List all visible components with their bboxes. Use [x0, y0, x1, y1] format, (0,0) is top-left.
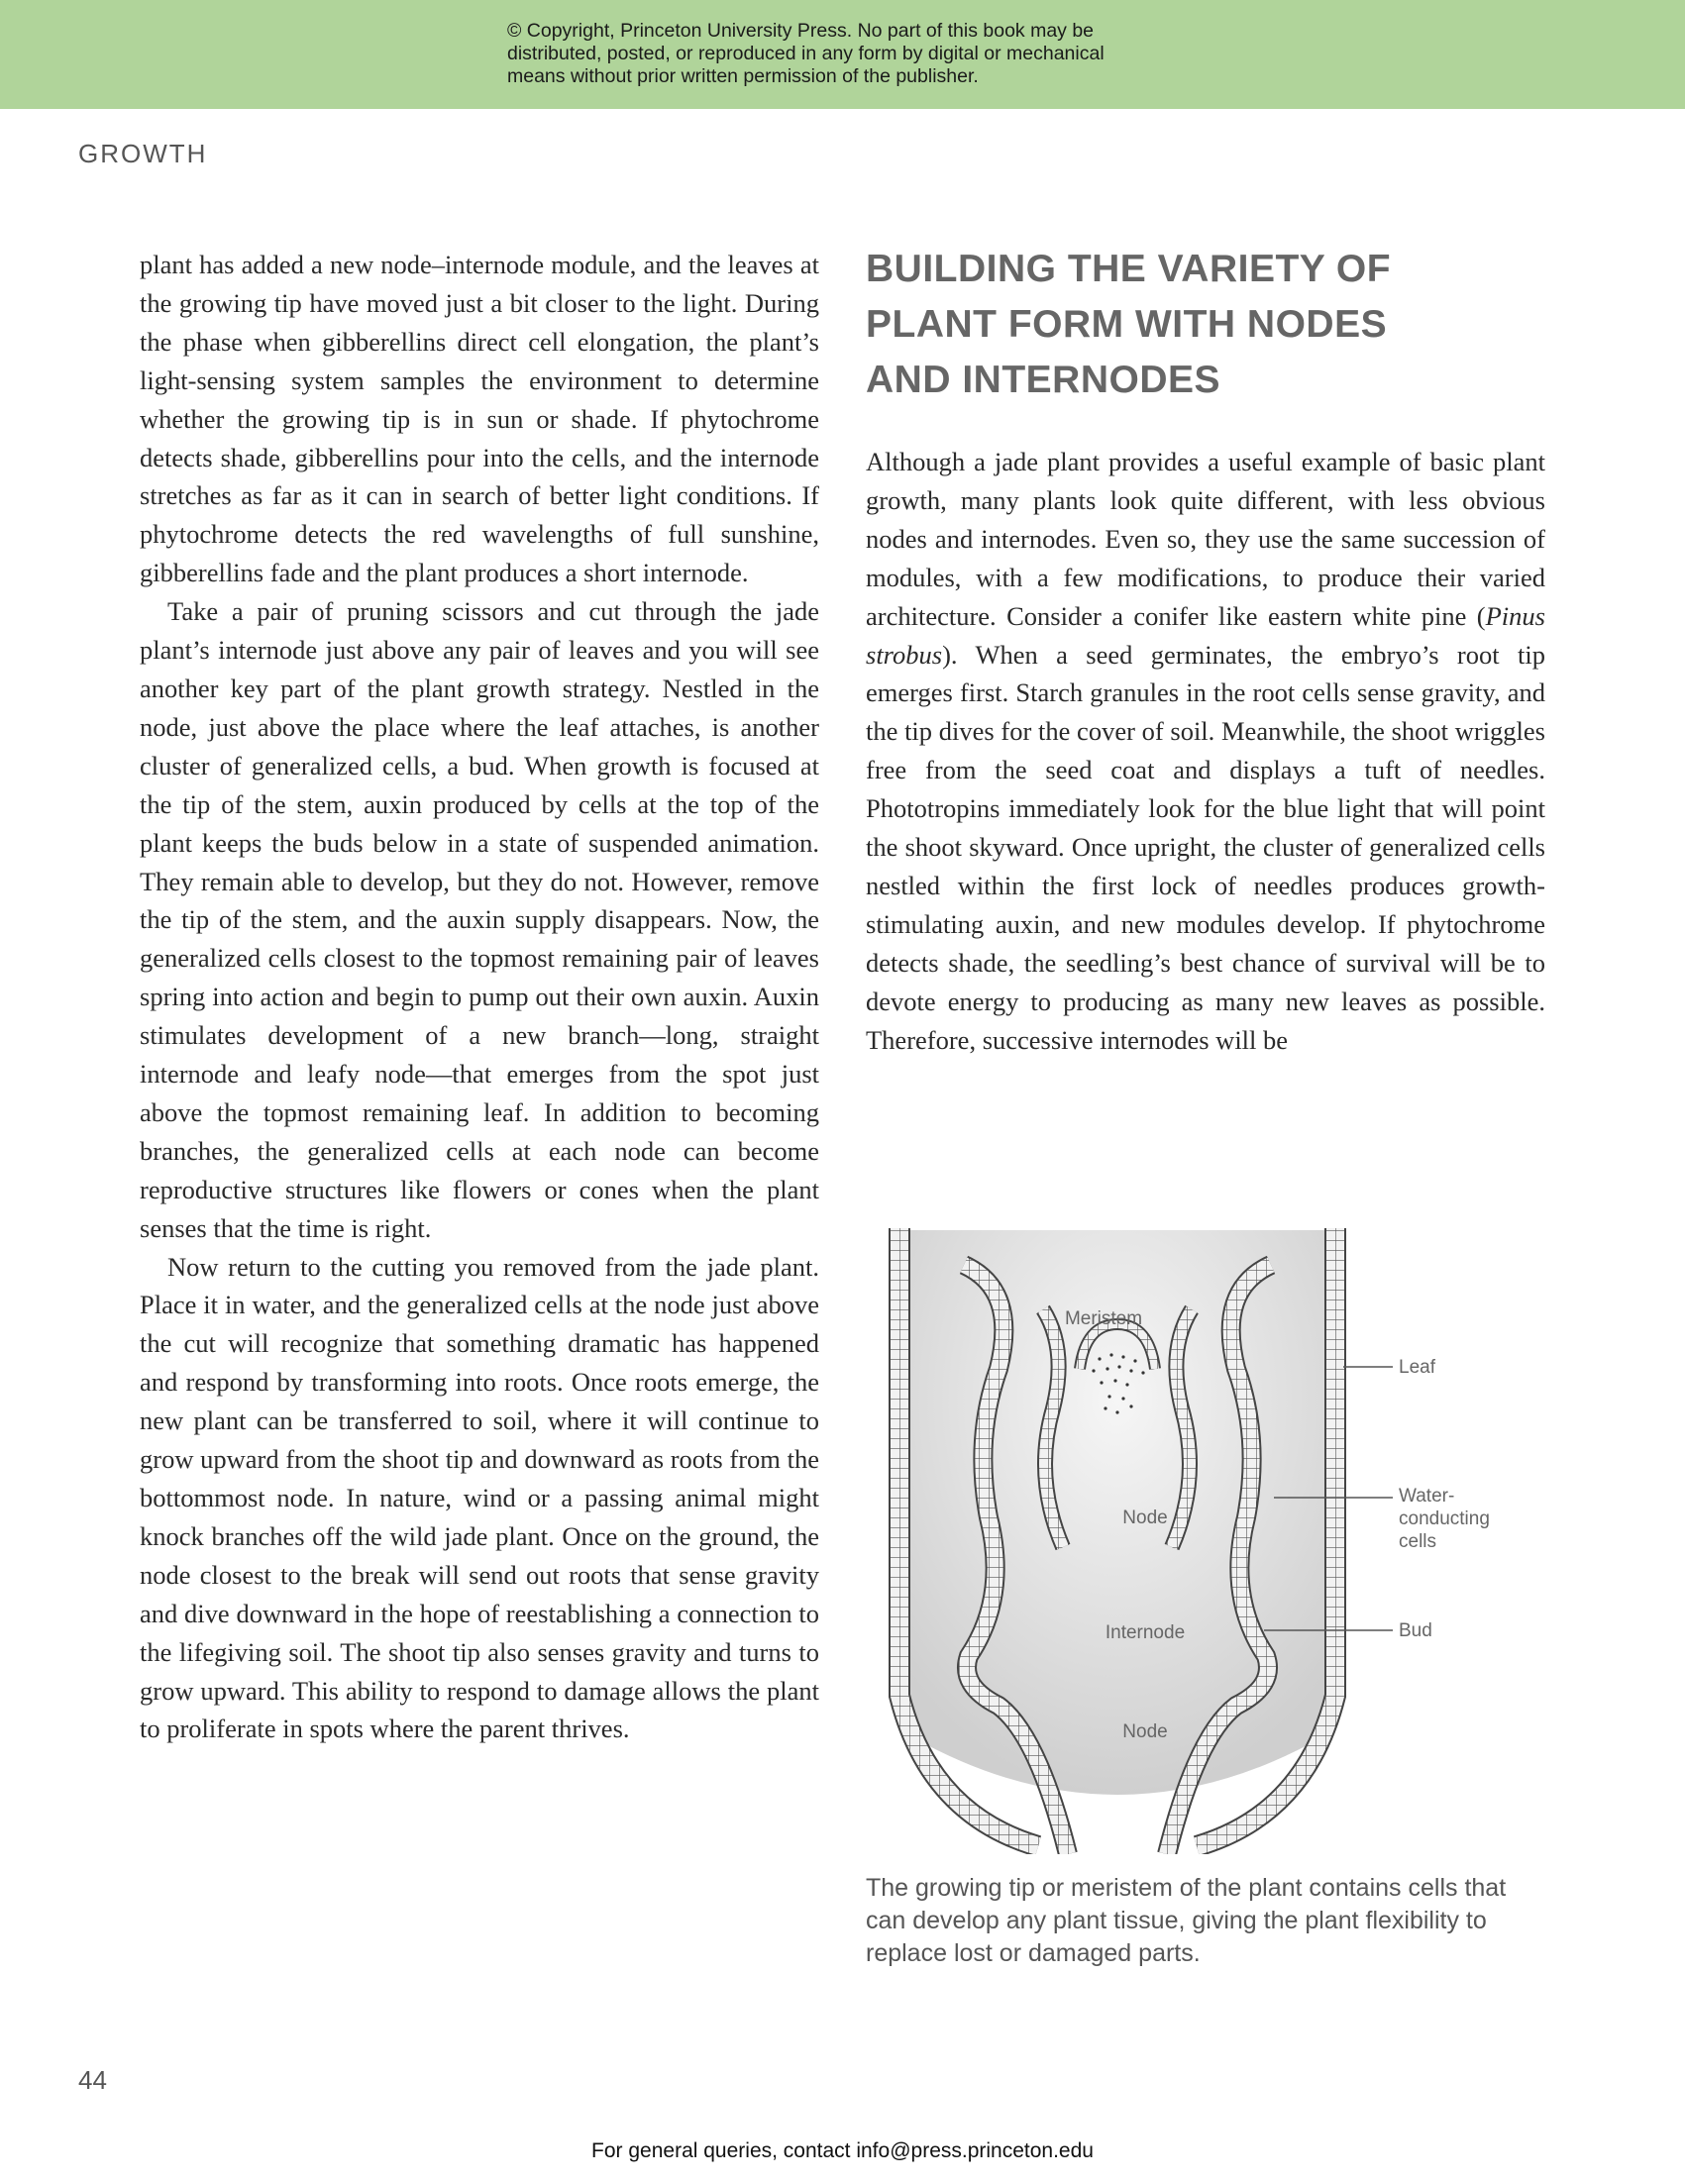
page-number: 44 — [78, 2065, 107, 2095]
heading-line: BUILDING THE VARIETY OF — [866, 248, 1392, 290]
paragraph: plant has added a new node–internode module, and the leaves at the growing tip have moved just a bit closer to the light. During the phase when gibberellins direct cell elongation, the plant’s light-sensing system samples the environment to determine whether the growing tip is in sun or shade. If phytochrome detects shade, gibberellins pour into the cells, and the internode stretches as far as it can in search of better light conditions. If phytochrome detects the red wavelengths of full sunshine, gibberellins fade and the plant produces a short internode. — [140, 250, 819, 588]
section-heading — [866, 242, 1559, 408]
paragraph: Take a pair of pruning scissors and cut through the jade plant’s internode just above any pair of leaves and you will see another key part of the plant growth strategy. Nestled in the node, just above the place where the leaf attaches, is another cluster of generalized cells, a bud. When growth is focused at the tip of the stem, auxin produced by cells at the top of the plant keeps the buds below in a state of suspended animation. They remain able to develop, but they do not. However, remove the tip of the stem, and the auxin supply disappears. Now, the generalized cells closest to the topmost remaining pair of leaves spring into action and begin to pump out their own auxin. Auxin stimulates development of a new branch—long, straight internode and leafy node—that emerges from the spot just above the topmost remaining leaf. In addition to becoming branches, the generalized cells at each node can become reproductive structures like flowers or cones when the plant senses that the time is right. — [140, 596, 819, 1243]
running-head: GROWTH — [78, 139, 208, 168]
label-water-conducting-1: Water- — [1399, 1486, 1455, 1507]
copyright-notice — [507, 20, 1260, 88]
label-internode: Internode — [1105, 1622, 1186, 1643]
heading-line: PLANT FORM WITH NODES — [866, 303, 1388, 346]
paragraph: Now return to the cutting you removed from the jade plant. Place it in water, and the generalized cells at the node just above the cut will recognize that something dramatic has happened and respond by transforming into roots. Once roots emerge, the new plant can be transferred to soil, where it will continue to grow upward from the shoot tip and downward as roots from the bottommost node. In nature, wind or a passing animal might knock branches off the wild jade plant. Once on the ground, the node closest to the break will send out roots that sense gravity and dive downward in the hope of reestablishing a connection to the lifegiving soil. The shoot tip also senses gravity and turns to grow upward. This ability to respond to damage allows the plant to proliferate in spots where the parent thrives. — [140, 1251, 819, 1744]
meristem-illustration — [870, 1220, 1563, 1854]
footer-contact: For general queries, contact info@press.princeton.edu — [591, 2139, 1094, 2162]
right-column — [866, 443, 1545, 1060]
label-node-lower: Node — [1122, 1721, 1168, 1742]
heading-line: AND INTERNODES — [866, 359, 1221, 401]
label-water-conducting-3: cells — [1399, 1531, 1437, 1552]
copyright-line: distributed, posted, or reproduced in any form by digital or mechanical — [507, 43, 1105, 64]
copyright-line: © Copyright, Princeton University Press. No part of this book may be — [507, 20, 1095, 42]
paragraph — [866, 443, 1545, 1060]
label-meristem: Meristem — [1064, 1308, 1143, 1329]
meristem-diagram — [870, 1220, 1563, 1854]
paragraph-text: Although a jade plant provides a useful example of basic plant growth, many plants look quite different, with less obvious nodes and internodes. Even so, they use the same succession of modules, with a few modifications, to produce their varied architecture. Consider a conifer like eastern white pine ( — [866, 447, 1545, 631]
copyright-banner — [0, 0, 1685, 109]
copyright-line: means without prior written permission of the publisher. — [507, 65, 979, 87]
label-leaf: Leaf — [1399, 1357, 1435, 1378]
label-node-upper: Node — [1122, 1508, 1168, 1528]
label-bud: Bud — [1399, 1620, 1432, 1641]
label-water-conducting-2: conducting — [1399, 1508, 1490, 1529]
paragraph-text: ). When a seed germinates, the embryo’s root tip emerges first. Starch granules in the root cells sense gravity, and the tip dives for the cover of soil. Meanwhile, the shoot wriggles free from the seed coat and displays a tuft of needles. Phototropins immediately look for the blue light that will point the shoot skyward. Once upright, the cluster of generalized cells nestled within the first lock of needles produces growth-stimulating auxin, and new modules develop. If phytochrome detects shade, the seedling’s best chance of survival will be to devote energy to producing as many new leaves as possible. Therefore, successive internodes will be — [866, 639, 1545, 1055]
left-column — [140, 246, 819, 1748]
species-name: Pinus strobus — [866, 600, 1545, 670]
figure-caption: The growing tip or meristem of the plant contains cells that can develop any plant tissue, giving the plant flexibility to replace lost or damaged parts. — [866, 1874, 1507, 1967]
